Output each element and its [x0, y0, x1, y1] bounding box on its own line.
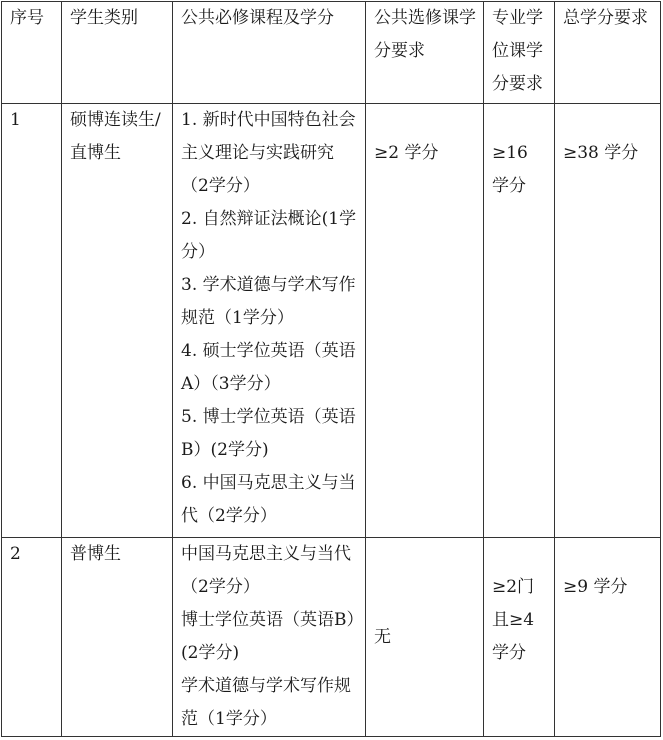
row-index: 1	[2, 104, 62, 538]
row-student-category: 硕博连读生/直博生	[62, 104, 173, 538]
course-item: 中国马克思主义与当代（2学分）	[181, 544, 351, 597]
major-courses-value: ≥16 学分	[492, 143, 528, 196]
row-index: 2	[2, 538, 62, 737]
header-major-courses: 专业学位课学分要求	[484, 2, 555, 104]
header-index: 序号	[2, 2, 62, 104]
row-public-elective: 无	[366, 538, 484, 737]
header-total-credits: 总学分要求	[555, 2, 661, 104]
row-major-courses	[484, 538, 555, 737]
course-item: 5. 博士学位英语（英语B）(2学分)	[181, 407, 356, 460]
table-header-row	[2, 2, 661, 104]
course-item: 1. 新时代中国特色社会主义理论与实践研究（2学分）	[181, 110, 356, 196]
course-item: 4. 硕士学位英语（英语A）（3学分）	[181, 341, 356, 394]
course-item: 学术道德与学术写作规范（1学分）	[181, 676, 351, 729]
row-public-elective	[366, 104, 484, 538]
course-item: 6. 中国马克思主义与当代（2学分）	[181, 473, 356, 526]
total-credits-value: ≥38 学分	[563, 143, 639, 163]
course-item: 博士学位英语（英语B）(2学分)	[181, 610, 355, 663]
course-item: 2. 自然辩证法概论(1学分）	[181, 209, 357, 262]
course-item: 3. 学术道德与学术写作规范（1学分）	[181, 275, 356, 328]
header-required-courses: 公共必修课程及学分	[173, 2, 366, 104]
header-student-category: 学生类别	[62, 2, 173, 104]
row-total-credits	[555, 538, 661, 737]
public-elective-value: ≥2 学分	[374, 143, 439, 163]
row-student-category: 普博生	[62, 538, 173, 737]
table-row	[2, 538, 661, 737]
table-row	[2, 104, 661, 538]
row-major-courses	[484, 104, 555, 538]
row-required-courses	[173, 538, 366, 737]
credit-requirements-table	[1, 1, 661, 737]
major-courses-value: ≥2门且≥4学分	[492, 577, 535, 663]
total-credits-value: ≥9 学分	[563, 577, 628, 597]
row-required-courses	[173, 104, 366, 538]
header-public-elective: 公共选修课学分要求	[366, 2, 484, 104]
row-total-credits	[555, 104, 661, 538]
